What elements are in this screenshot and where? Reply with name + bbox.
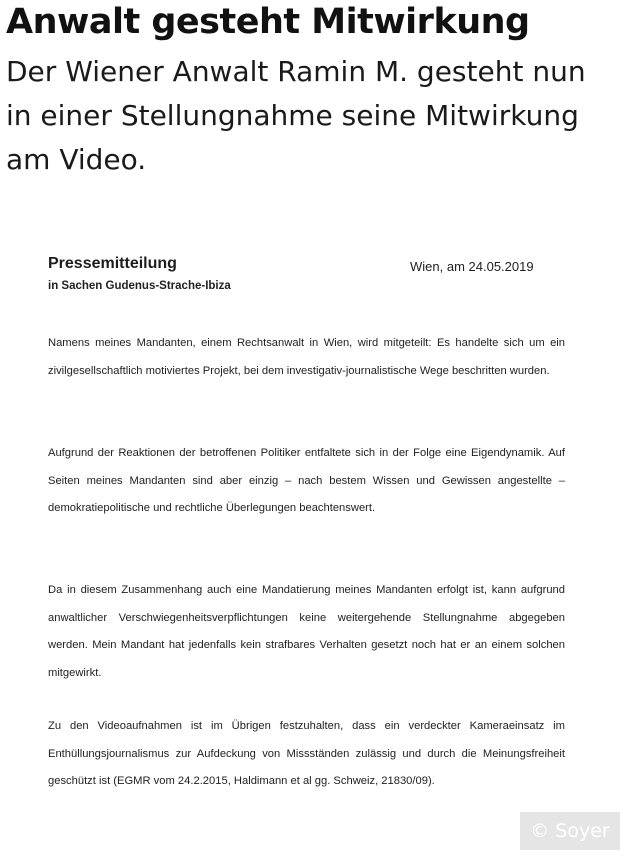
article-lead: Der Wiener Anwalt Ramin M. gesteht nun in einer Stellungnahme seine Mitwirkung am Video. <box>6 55 586 176</box>
image-credit: © Soyer <box>520 812 620 850</box>
document-date: Wien, am 24.05.2019 <box>410 259 534 274</box>
document-paragraph: Zu den Videoaufnahmen ist im Übrigen festzuhalten, dass ein verdeckter Kameraeinsatz im Enthüllungsjournalismus zur Aufdeckung von Missständen zulässig und durch die Meinungsfreiheit geschützt ist (EGMR vom 24.2.2015, Haldimann et al gg. Schweiz, 21830/09). <box>48 720 565 787</box>
document-title: Pressemitteilung <box>48 255 177 272</box>
article-headline: Anwalt gesteht Mitwirkung <box>6 2 530 42</box>
press-release-image <box>0 200 640 859</box>
document-paragraph: Da in diesem Zusammenhang auch eine Mandatierung meines Mandanten erfolgt ist, kann aufgrund anwaltlicher Verschwiegenheitsverpflichtungen keine weitergehende Stellungnahme abgegeben werden. Mein Mandant hat jedenfalls kein strafbares Verhalten gesetzt noch hat er an einem solchen mitgewirkt. <box>48 584 565 679</box>
document-paragraph: Aufgrund der Reaktionen der betroffenen Politiker entfaltete sich in der Folge eine Eigendynamik. Auf Seiten meines Mandanten sind aber einzig – nach bestem Wissen und Gewissen angestellte – demokratiepolitische und rechtliche Überlegungen beachtenswert. <box>48 447 565 514</box>
document-paragraph: Namens meines Mandanten, einem Rechtsanwalt in Wien, wird mitgeteilt: Es handelte sich um ein zivilgesellschaftlich motiviertes Projekt, bei dem investigativ-journalistische Wege beschritten wurden. <box>48 337 565 377</box>
document-subtitle: in Sachen Gudenus-Strache-Ibiza <box>48 280 231 292</box>
